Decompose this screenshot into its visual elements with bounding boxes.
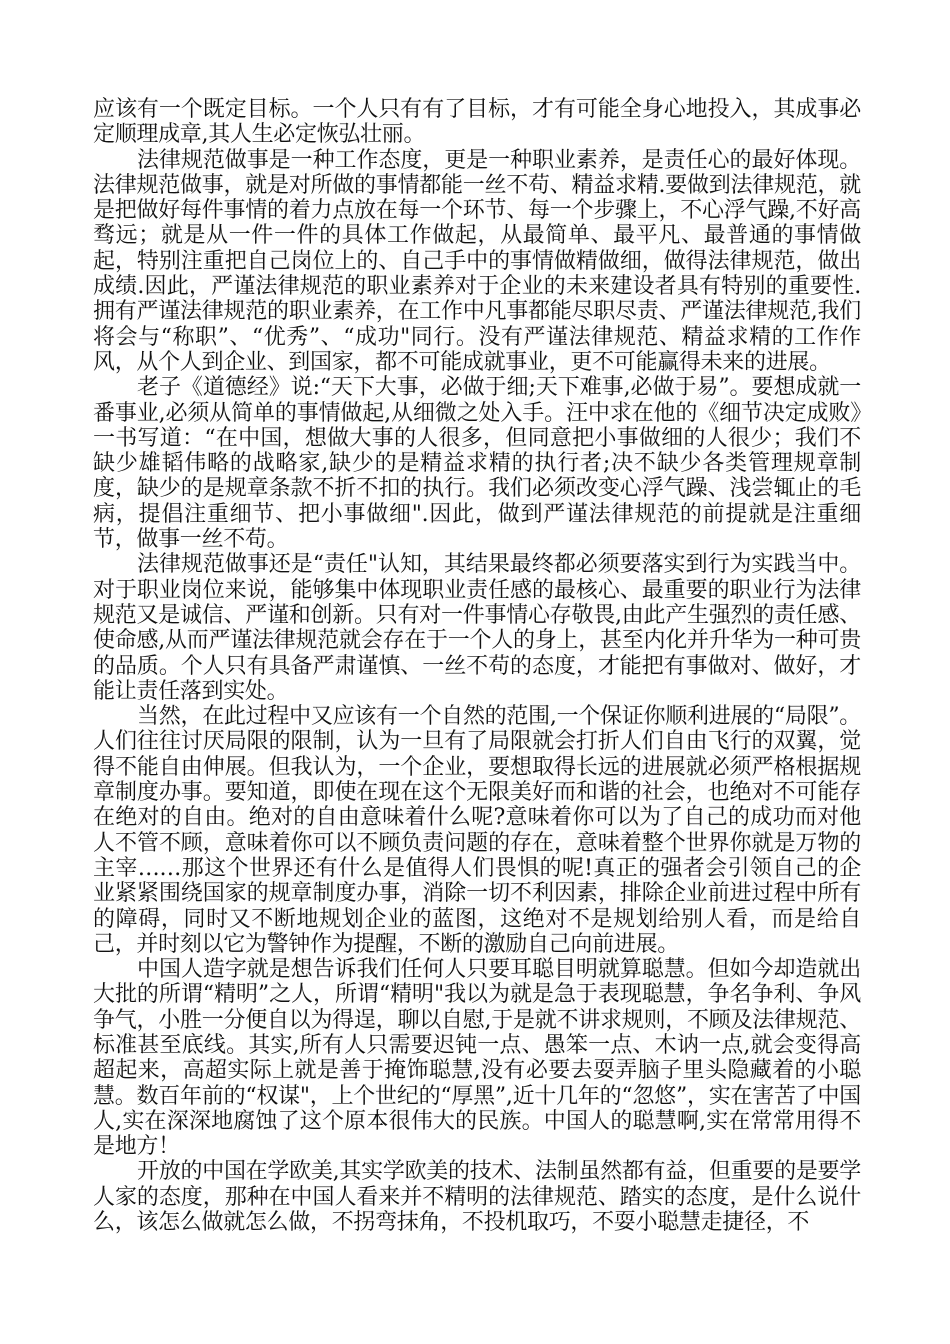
paragraph-1: 应该有一个既定目标。一个人只有有了目标，才有可能全身心地投入，其成事必定顺理成章,其人生必定恢弘壮丽。 (93, 97, 861, 148)
document-page (93, 97, 861, 1235)
paragraph-2: 法律规范做事是一种工作态度，更是一种职业素养，是责任心的最好体现。法律规范做事，就是对所做的事情都能一丝不苟、精益求精.要做到法律规范，就是把做好每件事情的着力点放在每一个环节、每一个步骤上，不心浮气躁,不好高骛远；就是从一件一件的具体工作做起，从最简单、最平凡、最普通的事情做起，特别注重把自己岗位上的、自己手中的事情做精做细，做得法律规范，做出成绩.因此，严谨法律规范的职业素养对于企业的未来建设者具有特别的重要性.拥有严谨法律规范的职业素养，在工作中凡事都能尽职尽责、严谨法律规范,我们将会与“称职”、“优秀”、“成功"同行。没有严谨法律规范、精益求精的工作作风，从个人到企业、到国家，都不可能成就事业，更不可能赢得未来的进展。 (93, 147, 861, 375)
paragraph-6: 中国人造字就是想告诉我们任何人只要耳聪目明就算聪慧。但如今却造就出大批的所谓“精明”之人，所谓“精明"我以为就是急于表现聪慧，争名争利、争风争气，小胜一分便自以为得逞，聊以自慰,于是就不讲求规则，不顾及法律规范、标准甚至底线。其实,所有人只需要迟钝一点、愚笨一点、木讷一点,就会变得高超起来，高超实际上就是善于掩饰聪慧,没有必要去耍弄脑子里头隐藏着的小聪慧。数百年前的“权谋"，上个世纪的“厚黑”,近十几年的“忽悠”，实在害苦了中国人,实在深深地腐蚀了这个原本很伟大的民族。中国人的聪慧啊,实在常常用得不是地方！ (93, 957, 861, 1160)
paragraph-4: 法律规范做事还是“责任"认知，其结果最终都必须要落实到行为实践当中。对于职业岗位来说，能够集中体现职业责任感的最核心、最重要的职业行为法律规范又是诚信、严谨和创新。只有对一件事情心存敬畏,由此产生强烈的责任感、使命感,从而严谨法律规范就会存在于一个人的身上，甚至内化并升华为一种可贵的品质。个人只有具备严肃谨慎、一丝不苟的态度，才能把有事做对、做好，才能让责任落到实处。 (93, 552, 861, 704)
paragraph-5: 当然，在此过程中又应该有一个自然的范围,一个保证你顺利进展的“局限”。人们往往讨厌局限的限制，认为一旦有了局限就会打折人们自由飞行的双翼，觉得不能自由伸展。但我认为，一个企业，要想取得长远的进展就必须严格根据规章制度办事。要知道，即使在现在这个无限美好而和谐的社会，也绝对不可能存在绝对的自由。绝对的自由意味着什么呢?意味着你可以为了自己的成功而对他人不管不顾，意味着你可以不顾负责问题的存在，意味着整个世界你就是万物的主宰……那这个世界还有什么是值得人们畏惧的呢!真正的强者会引领自己的企业紧紧围绕国家的规章制度办事，消除一切不利因素，排除企业前进过程中所有的障碍，同时又不断地规划企业的蓝图，这绝对不是规划给别人看，而是给自己，并时刻以它为警钟作为提醒，不断的激励自己向前进展。 (93, 704, 861, 957)
paragraph-7: 开放的中国在学欧美,其实学欧美的技术、法制虽然都有益，但重要的是要学人家的态度，那种在中国人看来并不精明的法律规范、踏实的态度，是什么说什么，该怎么做就怎么做，不拐弯抹角，不投机取巧，不耍小聪慧走捷径，不 (93, 1159, 861, 1236)
paragraph-3: 老子《道德经》说:“天下大事，必做于细;天下难事,必做于易”。要想成就一番事业,必须从简单的事情做起,从细微之处入手。汪中求在他的《细节决定成败》一书写道：“在中国，想做大事的人很多，但同意把小事做细的人很少；我们不缺少雄韬伟略的战略家,缺少的是精益求精的执行者;决不缺少各类管理规章制度，缺少的是规章条款不折不扣的执行。我们必须改变心浮气躁、浅尝辄止的毛病，提倡注重细节、把小事做细".因此，做到严谨法律规范的前提就是注重细节，做事一丝不苟。 (93, 375, 861, 553)
